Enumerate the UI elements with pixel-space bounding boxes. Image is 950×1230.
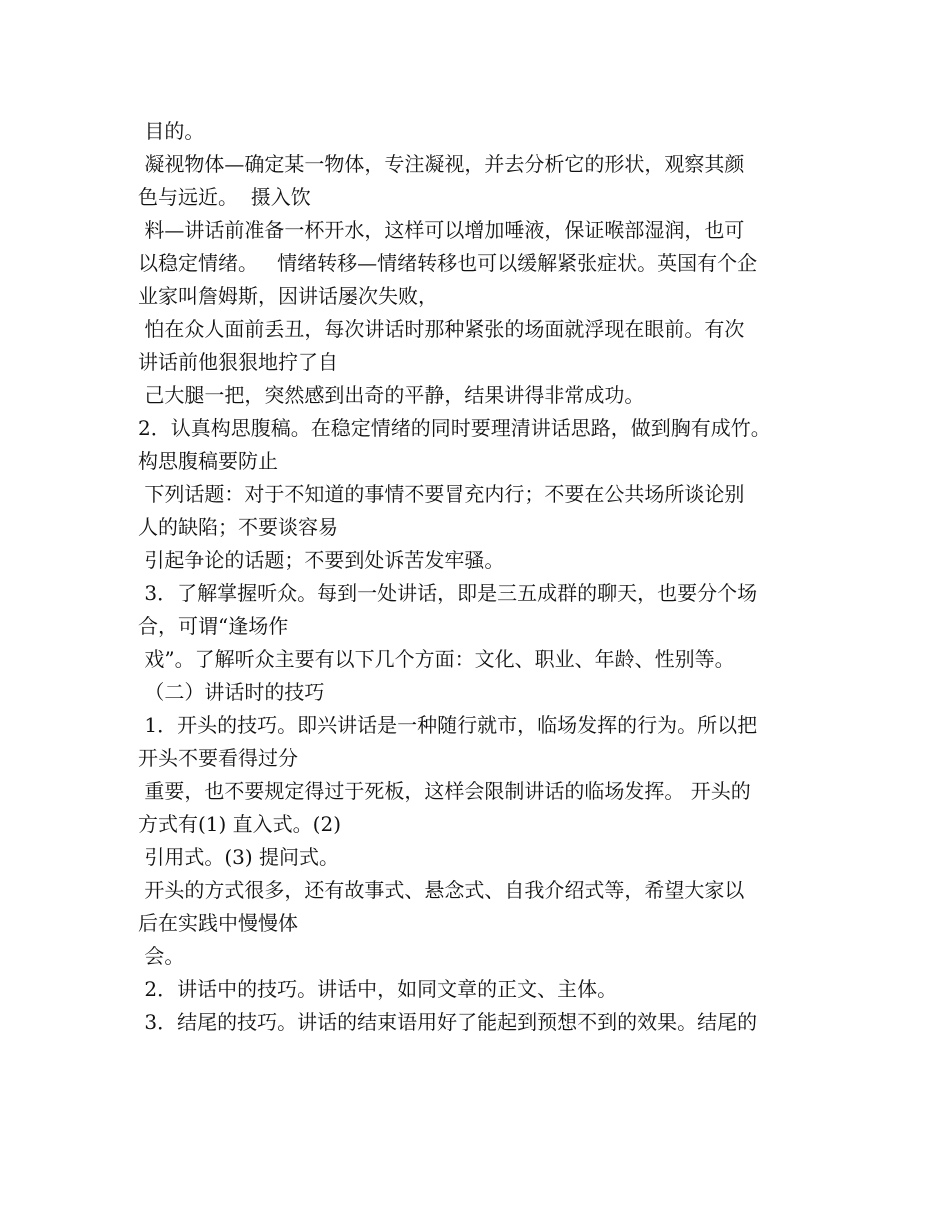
text-line: 后在实践中慢慢体 (138, 911, 298, 935)
text-line: 下列话题：对于不知道的事情不要冒充内行；不要在公共场所谈论别 (138, 482, 745, 506)
text-line: 开头的方式很多，还有故事式、悬念式、自我介绍式等，希望大家以 (138, 878, 745, 902)
text-line: 己大腿一把，突然感到出奇的平静，结果讲得非常成功。 (138, 383, 645, 407)
text-line: 引用式。(3) 提问式。 (138, 845, 340, 869)
text-line: 3．结尾的技巧。讲话的结束语用好了能起到预想不到的效果。结尾的 (138, 1010, 758, 1034)
text-line: 重要，也不要规定得过于死板，这样会限制讲话的临场发挥。 开头的 (138, 779, 751, 803)
text-line: 引起争论的话题；不要到处诉苦发牢骚。 (138, 548, 505, 572)
text-line: 方式有(1) 直入式。(2) (138, 812, 342, 836)
text-line: 戏”。了解听众主要有以下几个方面：文化、职业、年龄、性别等。 (138, 647, 735, 671)
text-line: 讲话前他狠狠地拧了自 (138, 350, 338, 374)
text-line: 以稳定情绪。 情绪转移—情绪转移也可以缓解紧张症状。英国有个企 (138, 251, 758, 275)
text-line: 人的缺陷；不要谈容易 (138, 515, 338, 539)
text-line: 色与远近。 摄入饮 (138, 185, 311, 209)
text-line: 凝视物体—确定某一物体，专注凝视，并去分析它的形状，观察其颜 (138, 152, 745, 176)
text-line: 会。 (138, 944, 185, 968)
text-line: 构思腹稿要防止 (138, 449, 278, 473)
text-line: 开头不要看得过分 (138, 746, 298, 770)
text-line: 2．讲话中的技巧。讲话中，如同文章的正文、主体。 (138, 977, 618, 1001)
text-line: 业家叫詹姆斯，因讲话屡次失败， (138, 284, 438, 308)
text-line: 合，可谓“逢场作 (138, 614, 289, 638)
text-line: 目的。 (138, 119, 205, 143)
text-line: 料—讲话前准备一杯开水，这样可以增加唾液，保证喉部湿润，也可 (138, 218, 745, 242)
text-line: 3．了解掌握听众。每到一处讲话，即是三五成群的聊天，也要分个场 (138, 581, 758, 605)
document-body (138, 115, 828, 1039)
section-heading: （二）讲话时的技巧 (138, 680, 325, 704)
text-line: 2．认真构思腹稿。在稳定情绪的同时要理清讲话思路，做到胸有成竹。 (138, 416, 771, 440)
text-line: 1．开头的技巧。即兴讲话是一种随行就市，临场发挥的行为。所以把 (138, 713, 758, 737)
text-line: 怕在众人面前丢丑，每次讲话时那种紧张的场面就浮现在眼前。有次 (138, 317, 745, 341)
